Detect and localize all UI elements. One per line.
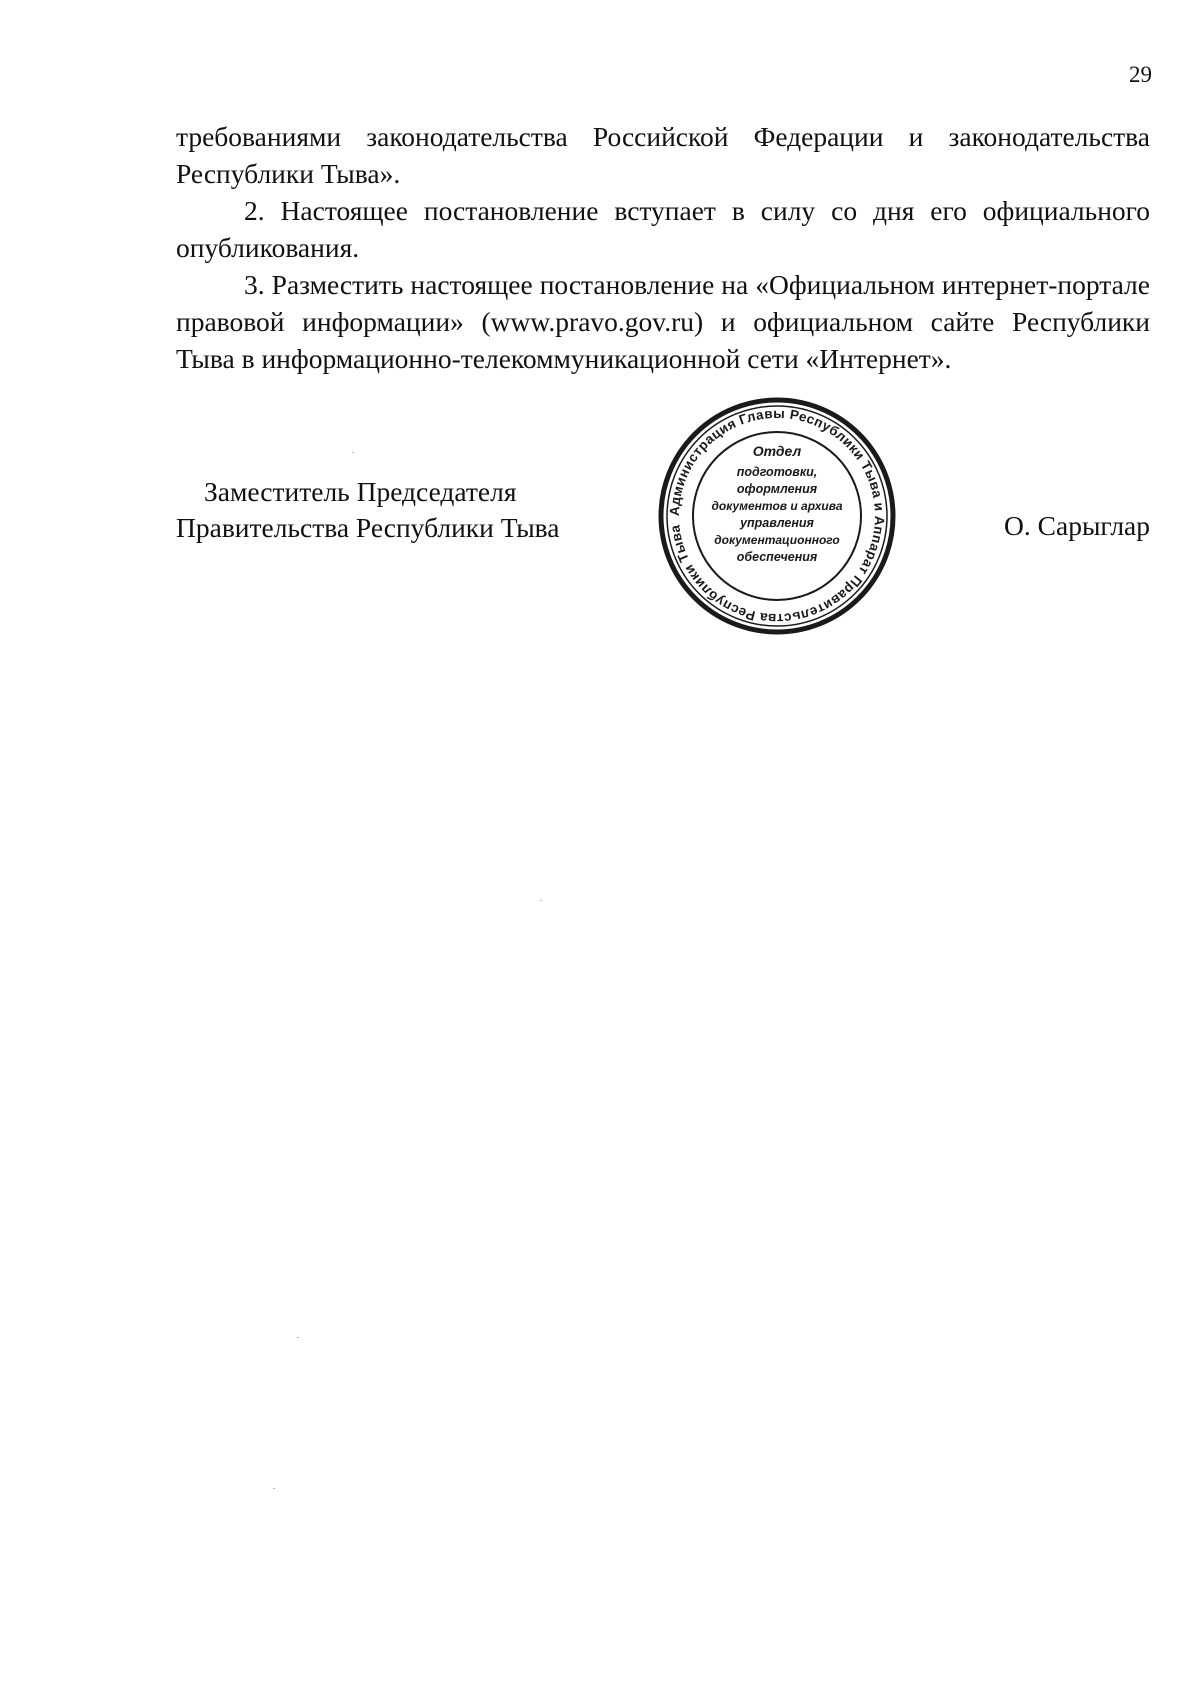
- signatory-name: О. Сарыглар: [1004, 510, 1150, 541]
- svg-text:оформления: оформления: [736, 482, 818, 496]
- document-body: [176, 118, 1150, 377]
- scan-speck: [297, 1337, 299, 1338]
- paragraph-item-3: 3. Разместить настоящее постановление на «Официальном интернет-портале правовой информации» (www.pravo.gov.ru) и официальном сайте Республики Тыва в информационно-телекоммуникационной сети «Интернет».: [176, 269, 1150, 374]
- svg-text:документов и архива: документов и архива: [711, 499, 843, 513]
- paragraph-continuation: требованиями законодательства Российской Федерации и законодательства Республики Тыва».: [176, 121, 1150, 189]
- signatory-position-line2: Правительства Республики Тыва: [176, 512, 560, 543]
- scan-speck: [352, 452, 354, 453]
- scan-speck: [273, 1488, 275, 1489]
- official-seal: [657, 396, 897, 636]
- svg-text:обеспечения: обеспечения: [736, 550, 818, 564]
- seal-outer-text: Администрация Главы Республики Тыва и Аппарат Правительства Республики Тыва: [666, 405, 888, 627]
- seal-inner-text: [711, 443, 842, 564]
- svg-text:управления: управления: [740, 516, 814, 530]
- signatory-position-line1: Заместитель Председателя: [204, 476, 517, 507]
- page-number: 29: [1129, 62, 1152, 87]
- svg-text:подготовки,: подготовки,: [736, 465, 818, 479]
- svg-text:документационного: документационного: [714, 533, 840, 547]
- scan-speck: [540, 900, 542, 901]
- signatory-position: [176, 474, 560, 546]
- svg-text:Отдел: Отдел: [752, 443, 802, 459]
- paragraph-item-2: 2. Настоящее постановление вступает в силу со дня его официального опубликования.: [176, 195, 1150, 263]
